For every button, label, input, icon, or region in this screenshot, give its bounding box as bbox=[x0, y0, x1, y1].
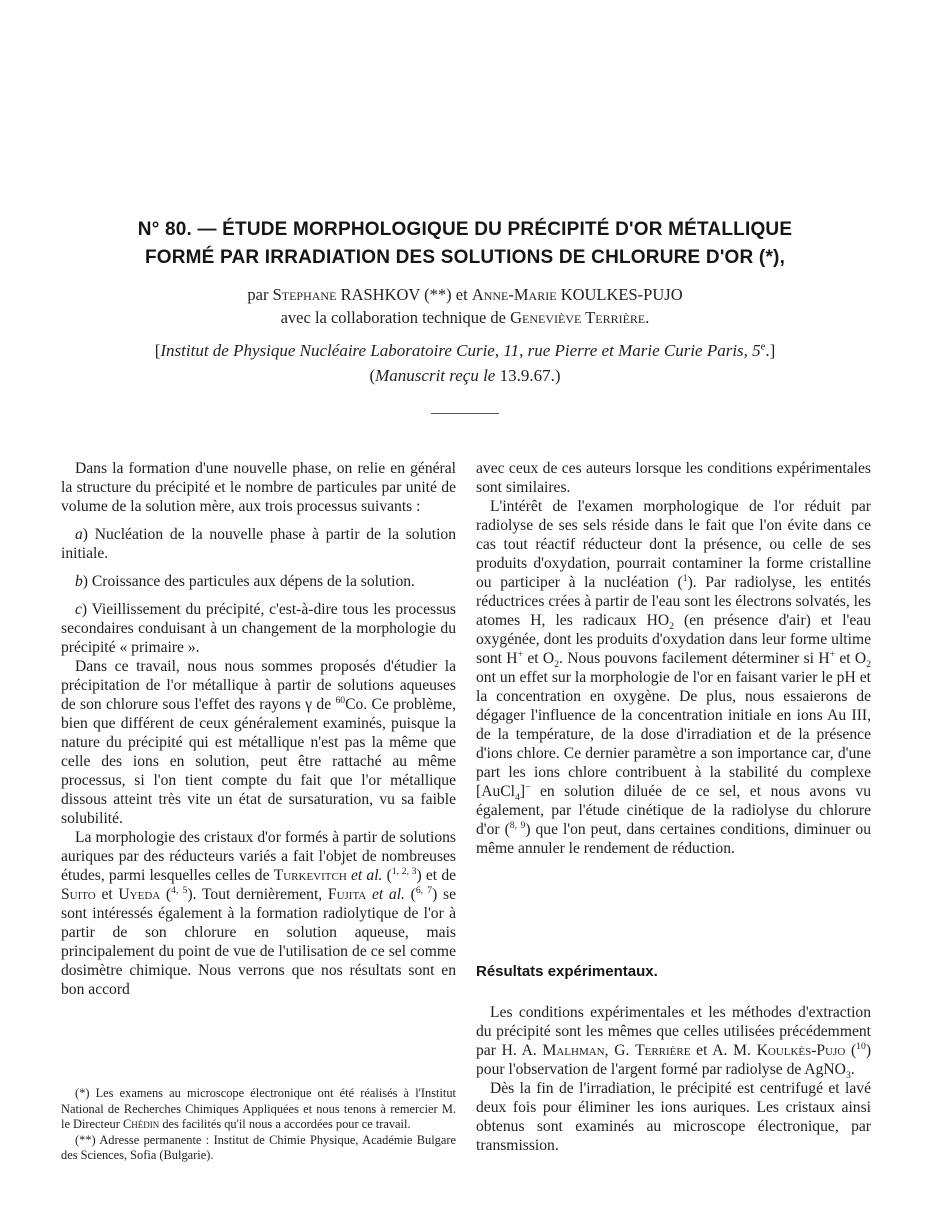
text-segment: La morphologie des cristaux d'or formés à partir de solutions auriques par des réducteurs variés a fait l'objet de nombreuses études, parmi lesquelles celles de bbox=[61, 829, 456, 884]
manuscript-open-paren: ( bbox=[369, 366, 376, 385]
text-segment: ont un effet sur la morphologie de l'or en faisant varier le pH et la concentration en oxygène. De plus, nous essaierons de dégager l'influence de la concentration initiale en ions Au III, de la température, de la dose d'irradiation et de la présence d'ions chlore. Ce dernier paramètre a son importance car, d'une part les ions chlore contribuent à la stabilité du complexe [AuCl bbox=[476, 669, 871, 800]
isotope-superscript: 60 bbox=[335, 694, 346, 706]
text-segment: en solution diluée de ce sel, et nous avons vu également, par l'étude cinétique de la radiolyse du chlorure d'or ( bbox=[476, 783, 871, 838]
article-title-line-2: FORMÉ PAR IRRADIATION DES SOLUTIONS DE CHLORURE D'OR (*), bbox=[144, 247, 786, 268]
author-2-last-name: KOULKES-PUJO bbox=[560, 285, 683, 304]
affiliation-superscript: e bbox=[760, 341, 766, 353]
text-segment: Les conditions expérimentales et les méthodes d'extraction du précipité sont les mêmes que celles utilisées précédemment par H. A. bbox=[476, 1004, 871, 1059]
text-segment: . bbox=[850, 1061, 855, 1078]
footnote-2: (**) Adresse permanente : Institut de Chimie Physique, Académie Bulgare des Sciences, Sofia (Bulgarie). bbox=[61, 1132, 456, 1162]
section-heading: Résultats expérimentaux. bbox=[476, 963, 658, 980]
author-citation-malhman: Malhman bbox=[542, 1042, 605, 1059]
text-segment: . Tout dernièrement, bbox=[192, 886, 323, 903]
list-text-a: ) Nucléation de la nouvelle phase à partir de la solution initiale. bbox=[61, 526, 456, 562]
text-segment: et de bbox=[425, 867, 457, 884]
text-segment: se sont intéressés également à la formation radiolytique de l'or à partir de son chlorure en solution aqueuse, mais principalement du point de vue de l'utilisation de ce sel comme dosimètre chimique. Nous verrons que nos résultats sont en bon accord bbox=[61, 886, 457, 998]
reference-superscript: 4, 5 bbox=[171, 884, 188, 896]
text-segment: (en présence d'air) et l'eau oxygénée, dont les produits d'oxydation dans leur forme ultime sont H bbox=[476, 612, 871, 667]
paragraph-continued: avec ceux de ces auteurs lorsque les conditions expérimentales sont similaires. bbox=[476, 460, 871, 496]
text-segment: ) que l'on peut, dans certaines conditions, diminuer ou même annuler le rendement de réduction. bbox=[476, 821, 872, 857]
text-segment: (*) Les examens au microscope électronique ont été réalisés à l'Institut National de Recherches Chimiques Appliquées et nous tenons à remercier M. le Directeur bbox=[61, 1086, 456, 1131]
paragraph-morphology: La morphologie des cristaux d'or formés à partir de solutions auriques par des réducteurs variés a fait l'objet de nombreuses études, parmi lesquelles celles de Turkevitch et al. ($^{1, 2, 3}$) et de Suito et Uyeda ($^{4, 5}$). Tout dernièrement, Fujita et al. ($^{6, 7}$) se sont intéressés également à la formation radiolytique de l'or à partir de son chlorure en solution aqueuse, mais principalement du point de vue de l'utilisation de ce sel comme dosimètre chimique. Nous verrons que nos résultats sont en bon accord bbox=[61, 829, 457, 998]
author-2-first-name: Anne-Marie bbox=[471, 285, 557, 304]
header-separator-rule bbox=[431, 413, 499, 414]
manuscript-close-paren: ) bbox=[554, 366, 561, 385]
author-citation-uyeda: Uyeda bbox=[118, 886, 161, 903]
author-citation-fujita: Fujita bbox=[327, 886, 367, 903]
et-al: et al. bbox=[350, 867, 383, 884]
collaborator-name: Geneviève Terrière. bbox=[510, 308, 650, 327]
text-segment: ) pour l'observation de l'argent formé par radiolyse de AgNO bbox=[476, 1042, 872, 1078]
paragraph-conditions: Les conditions expérimentales et les méthodes d'extraction du précipité sont les mêmes que celles utilisées précédemment par H. A. Malhman, G. Terrière et A. M. Koulkès-Pujo ($^{10}$) pour l'observation de l'argent formé par radiolyse de AgNO$_3$. bbox=[476, 1004, 872, 1082]
text-segment: et O bbox=[835, 650, 867, 667]
subscript: 3 bbox=[845, 1070, 851, 1082]
superscript: + bbox=[517, 648, 524, 660]
paragraph-this-work bbox=[61, 657, 456, 828]
superscript: + bbox=[829, 648, 836, 660]
list-item-b bbox=[61, 572, 456, 591]
authors-and: et bbox=[455, 285, 468, 304]
reference-superscript: 6, 7 bbox=[415, 884, 433, 896]
reference-superscript: 1 bbox=[682, 572, 688, 584]
text-segment: et O bbox=[523, 650, 555, 667]
left-column bbox=[61, 459, 456, 999]
subscript: 2 bbox=[669, 621, 674, 633]
right-column bbox=[476, 459, 871, 858]
article-title-line-1: N° 80. — ÉTUDE MORPHOLOGIQUE DU PRÉCIPITÉ D'OR MÉTALLIQUE bbox=[137, 219, 793, 240]
author-citation-suito: Suito bbox=[61, 886, 96, 903]
footnotes bbox=[61, 1086, 456, 1164]
affiliation-close-bracket: .] bbox=[765, 341, 776, 360]
list-label-a: a bbox=[75, 526, 83, 543]
paragraph-irradiation: Dès la fin de l'irradiation, le précipité est centrifugé et lavé deux fois pour éliminer les ions auriques. Les cristaux ainsi obtenus sont examinés au microscope électronique, par transmission. bbox=[476, 1080, 871, 1154]
text-segment: , G. bbox=[604, 1042, 630, 1059]
author-line bbox=[0, 285, 930, 305]
list-text-c: ) Vieillissement du précipité, c'est-à-dire tous les processus secondaires conduisant à un changement de la morphologie du précipité « primaire ». bbox=[61, 601, 456, 656]
subscript: 2 bbox=[866, 659, 872, 671]
author-citation-terriere: Terrière bbox=[635, 1042, 691, 1059]
list-label-c: c bbox=[75, 601, 82, 618]
author-citation-turkevitch: Turkevitch bbox=[273, 867, 347, 884]
affiliation-text: Institut de Physique Nucléaire Laboratoire Curie, 11, rue Pierre et Marie Curie Paris, 5 bbox=[160, 341, 761, 360]
superscript: − bbox=[525, 781, 531, 793]
text-segment: ] bbox=[519, 783, 526, 800]
author-citation-koulkes: Koulkès-Pujo bbox=[756, 1042, 846, 1059]
collaboration-line bbox=[0, 308, 930, 328]
subscript: 2 bbox=[554, 659, 560, 671]
list-text-b: ) Croissance des particules aux dépens de la solution. bbox=[82, 573, 415, 590]
manuscript-date: 13.9.67. bbox=[499, 366, 555, 385]
reference-superscript: 1, 2, 3 bbox=[391, 865, 417, 877]
text-segment: et bbox=[101, 886, 113, 903]
et-al: et al. bbox=[371, 886, 405, 903]
affiliation-open-bracket: [ bbox=[154, 341, 161, 360]
paragraph-interest bbox=[476, 497, 871, 858]
footnote-name-chedin: Chédin bbox=[122, 1117, 160, 1131]
paragraph-intro: Dans la formation d'une nouvelle phase, on relie en général la structure du précipité et le nombre de particules par unité de volume de la solution mère, aux trois processus suivants : bbox=[61, 460, 456, 515]
reference-superscript: 8, 9 bbox=[509, 819, 526, 831]
author-1-last-name: RASHKOV (**) bbox=[340, 285, 452, 304]
text-segment: ). Par radiolyse, les entités réductrices crées à partir de l'eau sont les électrons solvatés, les atomes H, les radicaux HO bbox=[476, 574, 871, 629]
list-item-a bbox=[61, 525, 456, 563]
author-1-first-name: Stephane bbox=[272, 285, 337, 304]
text-segment: L'intérêt de l'examen morphologique de l'or réduit par radiolyse de ses sels réside dans le fait que l'on évite dans ce cas tout réactif réducteur dont la présence, ou celle de ses produits d'oxydation, pourrait contaminer la forme cristalline ou participer à la nucléation ( bbox=[476, 498, 871, 591]
list-item-c bbox=[61, 600, 456, 657]
text-segment: des facilités qu'il nous a accordées pour ce travail. bbox=[162, 1117, 411, 1131]
text-segment: et A. M. bbox=[696, 1042, 751, 1059]
list-label-b: b bbox=[75, 573, 83, 590]
manuscript-label: Manuscrit reçu le bbox=[375, 366, 496, 385]
right-column-results bbox=[476, 1003, 871, 1155]
reference-superscript: 10 bbox=[856, 1040, 866, 1052]
footnote-1 bbox=[61, 1086, 456, 1133]
manuscript-received bbox=[0, 366, 930, 386]
text-segment: Co. Ce problème, bien que différent de ceux généralement examinés, puisque la nature du précipité qui est métallique n'est pas la même que celle des ions en solution, peut être rattaché au même processus, si l'on tient compte du fait que l'or métallique dissous atteint très vite un état de sursaturation, vu sa faible solubilité. bbox=[61, 696, 456, 827]
collaboration-text: avec la collaboration technique de bbox=[280, 308, 506, 327]
affiliation bbox=[0, 341, 930, 361]
subscript: 4 bbox=[514, 792, 520, 804]
text-segment: . Nous pouvons facilement déterminer si H bbox=[559, 650, 830, 667]
authors-by: par bbox=[247, 285, 269, 304]
text-segment: Dans ce travail, nous nous sommes proposés d'étudier la précipitation de l'or métallique à partir de solutions aqueuses de son chlorure sous l'effet des rayons γ de bbox=[61, 658, 456, 713]
